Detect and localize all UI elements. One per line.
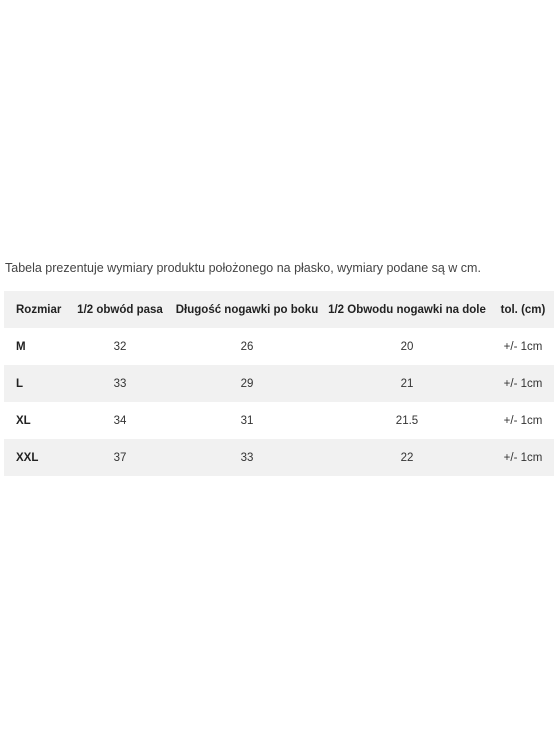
header-half-waist: 1/2 obwód pasa [68,291,172,328]
cell-half-leg-opening: 22 [322,439,492,476]
cell-half-waist: 37 [68,439,172,476]
header-tolerance: tol. (cm) [492,291,554,328]
cell-half-leg-opening: 20 [400,340,414,353]
cell-half-waist: 32 [113,340,127,353]
table-header-row [4,291,554,328]
table-row [4,328,554,365]
header-size: Rozmiar [4,291,68,328]
cell-side-leg-length: 33 [172,439,322,476]
size-table [4,291,554,476]
cell-side-leg-length: 29 [172,365,322,402]
cell-tolerance: +/- 1cm [492,439,554,476]
header-side-leg-length: Długość nogawki po boku [172,291,322,328]
cell-half-waist: 34 [113,414,127,427]
table-row [4,402,554,439]
cell-side-leg-length: 26 [240,340,254,353]
cell-size: XXL [4,439,68,476]
cell-half-waist: 33 [68,365,172,402]
cell-size: M [16,340,26,353]
cell-size: XL [16,414,31,427]
cell-size: L [4,365,68,402]
table-caption: Tabela prezentuje wymiary produktu położonego na płasko, wymiary podane są w cm. [5,261,481,275]
header-half-leg-opening: 1/2 Obwodu nogawki na dole [322,291,492,328]
cell-tolerance: +/- 1cm [503,340,543,353]
cell-tolerance: +/- 1cm [492,365,554,402]
cell-tolerance: +/- 1cm [503,414,543,427]
cell-half-leg-opening: 21 [322,365,492,402]
cell-half-leg-opening: 21.5 [395,414,419,427]
table-row [4,365,554,402]
cell-side-leg-length: 31 [240,414,254,427]
table-row [4,439,554,476]
